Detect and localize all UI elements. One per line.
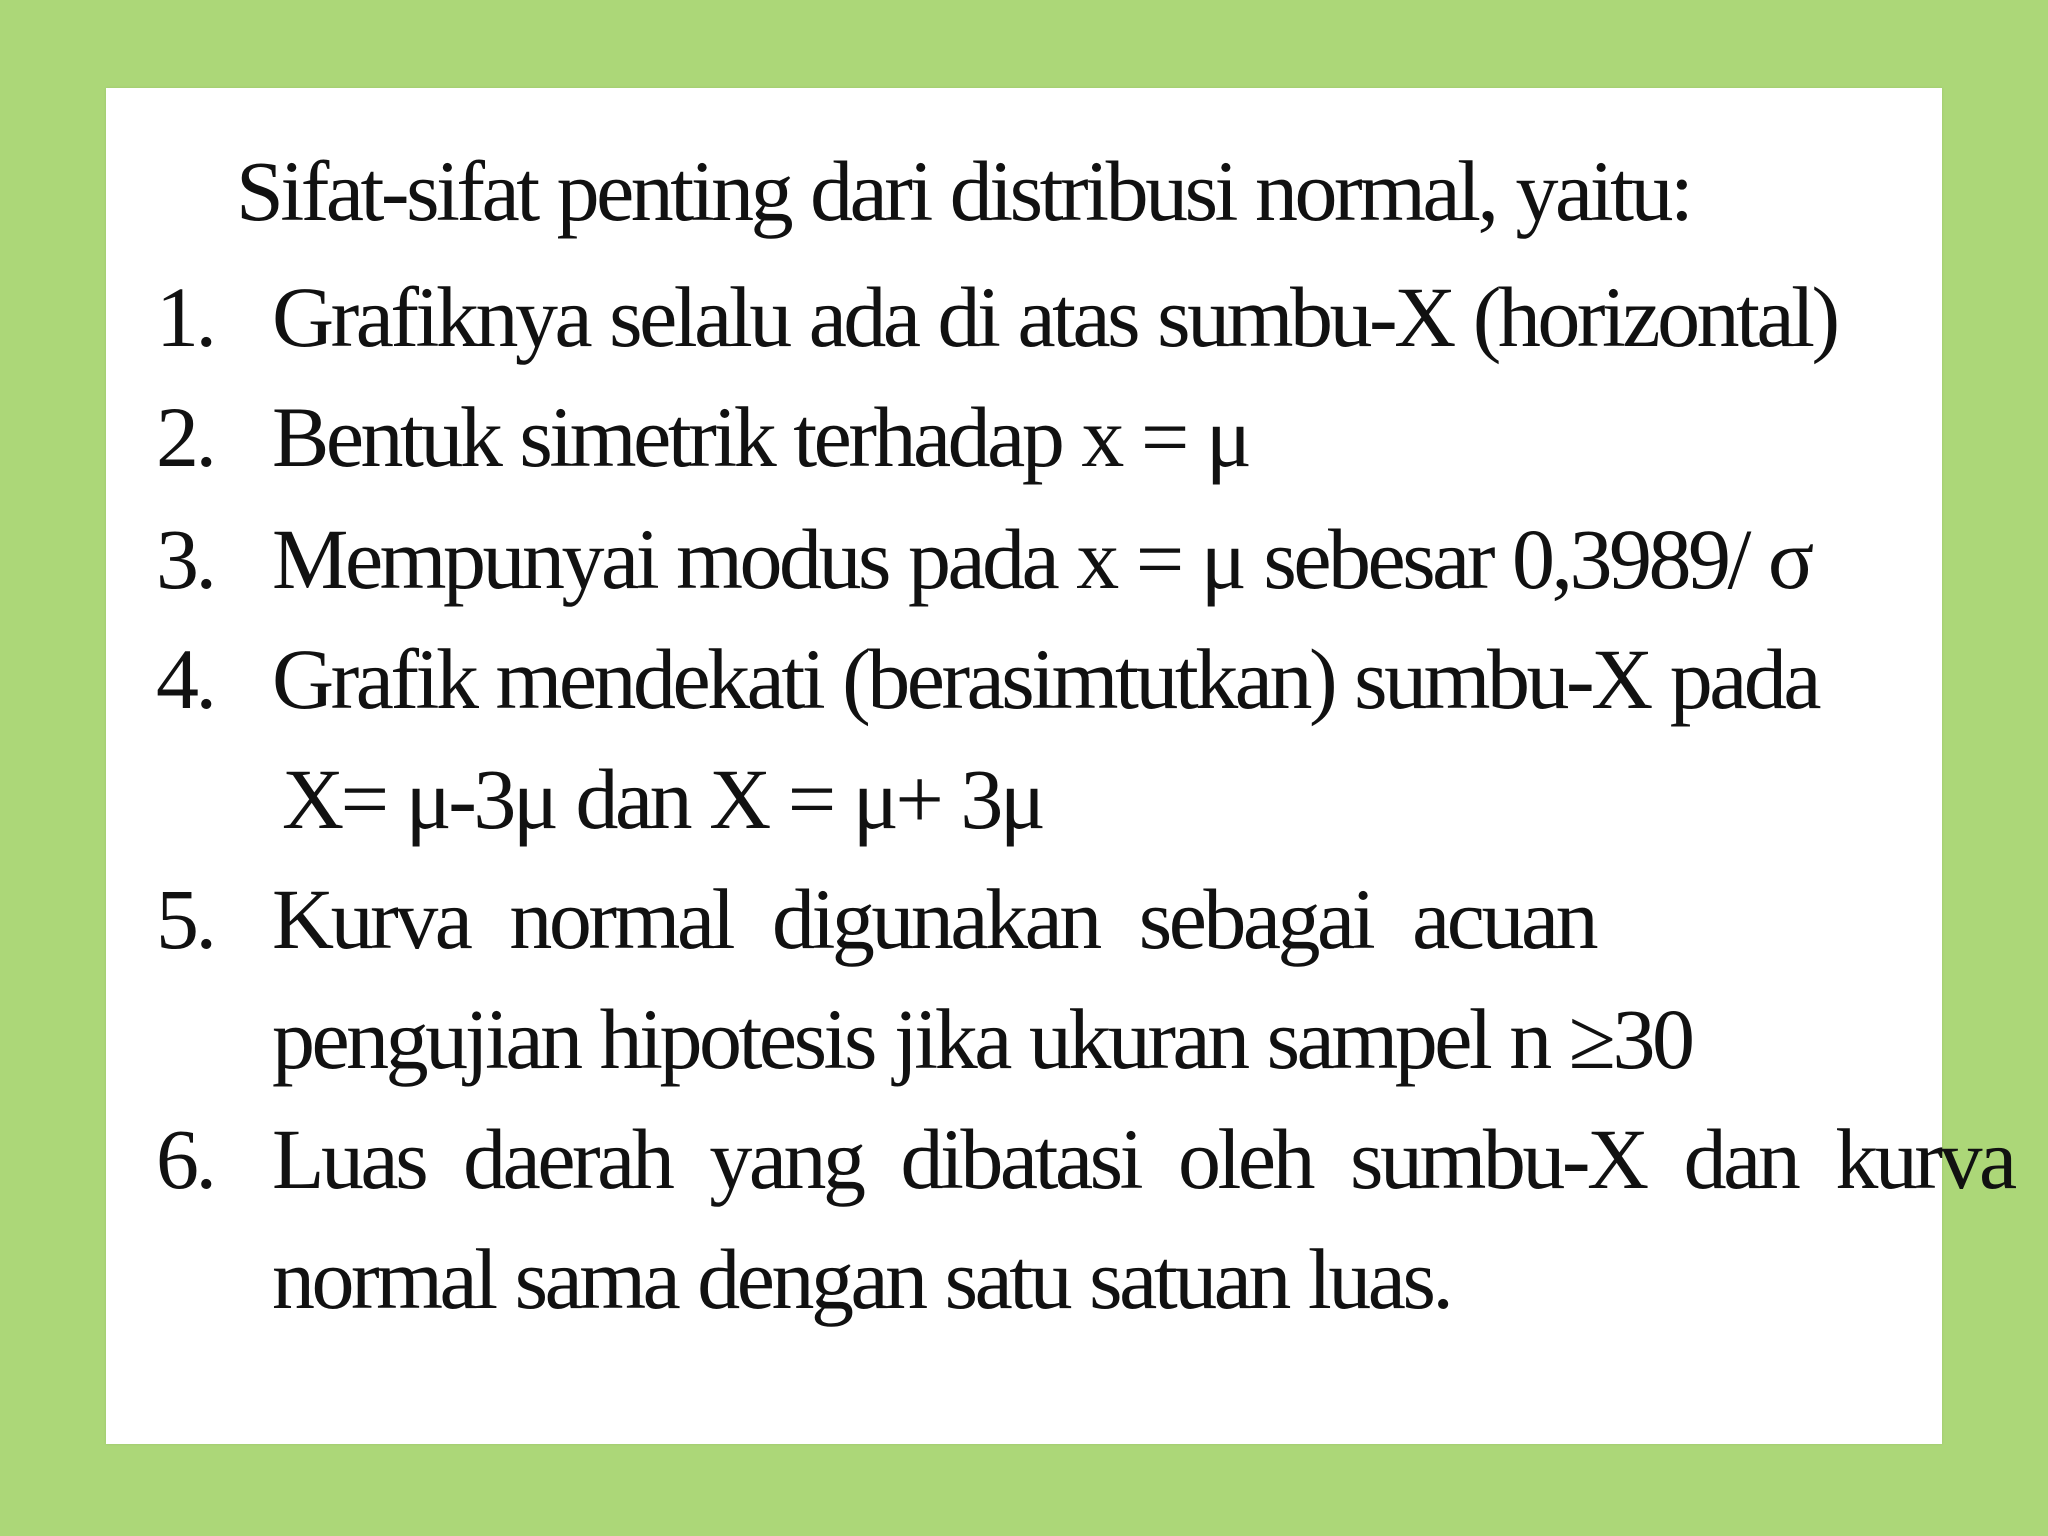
list-item-text: Kurva normal digunakan sebagai acuan: [272, 871, 1596, 967]
list-item-3: [106, 511, 1942, 616]
content-panel: [106, 88, 2014, 1444]
list-item-6: [106, 1111, 2014, 1216]
list-item-text: Luas daerah yang dibatasi oleh sumbu-X dan kurva: [272, 1111, 2014, 1207]
list-item-number: 1.: [156, 269, 214, 365]
list-item-formula: X= μ-3μ dan X = μ+ 3μ: [282, 751, 1043, 847]
list-item-number: 6.: [156, 1111, 214, 1207]
list-item-text: pengujian hipotesis jika ukuran sampel n ≥30: [272, 991, 1692, 1087]
list-item-text: Bentuk simetrik terhadap x = μ: [272, 389, 1249, 485]
list-item-6-continuation: [106, 1231, 1942, 1336]
list-item-4-continuation: [106, 751, 1942, 856]
list-item-2: [106, 389, 1942, 494]
list-item-number: 2.: [156, 389, 214, 485]
slide-heading: Sifat-sifat penting dari distribusi normal, yaitu:: [236, 143, 1691, 239]
list-item-1: [106, 269, 1942, 374]
list-item-text: Grafik mendekati (berasimtutkan) sumbu-X pada: [272, 631, 1819, 727]
list-item-number: 4.: [156, 631, 214, 727]
list-item-text: Grafiknya selalu ada di atas sumbu-X (horizontal): [272, 269, 1837, 365]
list-item-number: 3.: [156, 511, 214, 607]
list-item-number: 5.: [156, 871, 214, 967]
list-item-5: [106, 871, 1942, 976]
list-item-4: [106, 631, 1942, 736]
list-item-5-continuation: [106, 991, 1942, 1096]
list-item-text: Mempunyai modus pada x = μ sebesar 0,3989/ σ: [272, 511, 1811, 607]
list-item-text: normal sama dengan satu satuan luas.: [272, 1231, 1451, 1327]
